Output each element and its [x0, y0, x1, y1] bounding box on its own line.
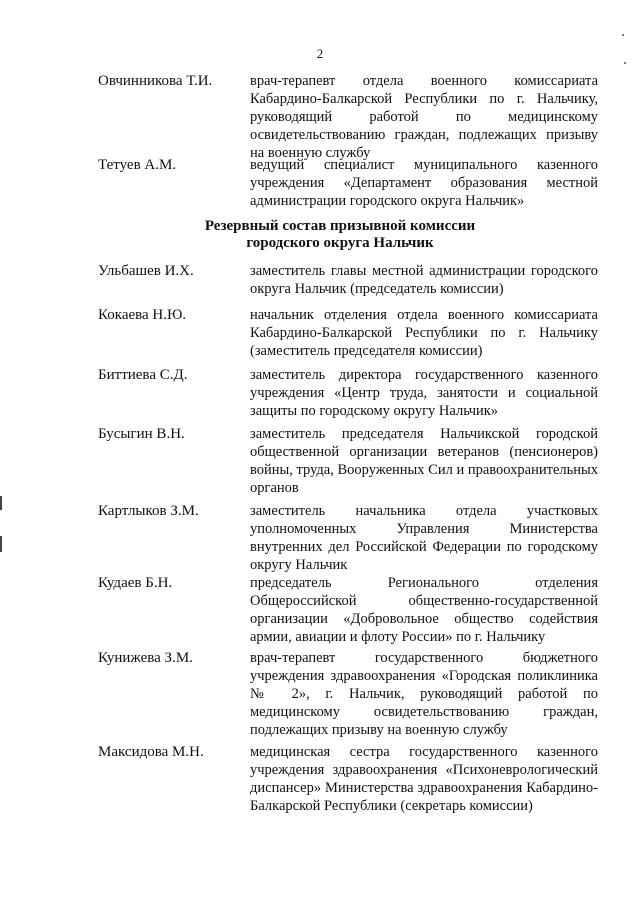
section-heading-line: Резервный состав призывной комиссии — [204, 218, 476, 234]
page-number: 2 — [316, 46, 324, 61]
member-role: медицинская сестра государственного казенного учреждения здравоохранения «Психоневрологический диспансер» Министерства здравоохранения Кабардино-Балкарской Республики (секретарь комиссии) — [250, 744, 598, 814]
member-name: Максидова М.Н. — [98, 744, 204, 760]
member-name: Кунижева З.М. — [98, 650, 193, 666]
member-name: Картлыков З.М. — [98, 503, 199, 519]
scan-margin-mark — [0, 536, 2, 552]
section-heading — [130, 218, 550, 252]
member-name: Кудаев Б.Н. — [98, 575, 173, 591]
member-role: врач-терапевт государственного бюджетного учреждения здравоохранения «Городская поликлиника № 2», г. Нальчик, руководящий работой по медицинскому освидетельствованию граждан, подлежащих призыву на военную службу — [250, 650, 598, 738]
member-name: Овчинникова Т.И. — [98, 73, 213, 89]
member-role: заместитель начальника отдела участковых уполномоченных Управления Министерства внутренних дел Российской Федерации по городскому округу Нальчик — [250, 503, 598, 573]
member-role: председатель Регионального отделения Общероссийской общественно-государственной организации «Добровольное общество содействия армии, авиации и флоту России» по г. Нальчику — [250, 575, 598, 645]
member-role: врач-терапевт отдела военного комиссариата Кабардино-Балкарской Республики по г. Нальчику, руководящий работой по медицинскому освидетельствованию граждан, подлежащих призыву на военную службу — [250, 73, 598, 161]
member-name: Кокаева Н.Ю. — [98, 307, 187, 323]
member-role: начальник отделения отдела военного комиссариата Кабардино-Балкарской Республики по г. Нальчику (заместитель председателя комиссии) — [250, 307, 598, 359]
scan-dot — [622, 34, 624, 36]
member-name: Биттиева С.Д. — [98, 367, 188, 383]
member-name: Тетуев А.М. — [98, 157, 177, 173]
scan-margin-mark — [0, 496, 2, 510]
member-role: заместитель председателя Нальчикской городской общественной организации ветеранов (пенсионеров) войны, труда, Вооруженных Сил и правоохранительных органов — [250, 426, 599, 496]
scan-dot — [624, 62, 626, 64]
member-name: Бусыгин В.Н. — [98, 426, 185, 442]
member-role: заместитель директора государственного казенного учреждения «Центр труда, занятости и социальной защиты по городскому округу Нальчик» — [250, 367, 598, 419]
member-role: ведущий специалист муниципального казенного учреждения «Департамент образования местной администрации городского округа Нальчик» — [250, 157, 598, 209]
section-heading-line: городского округа Нальчик — [246, 235, 434, 251]
member-role: заместитель главы местной администрации городского округа Нальчик (председатель комиссии) — [250, 263, 598, 297]
member-name: Ульбашев И.Х. — [98, 263, 194, 279]
